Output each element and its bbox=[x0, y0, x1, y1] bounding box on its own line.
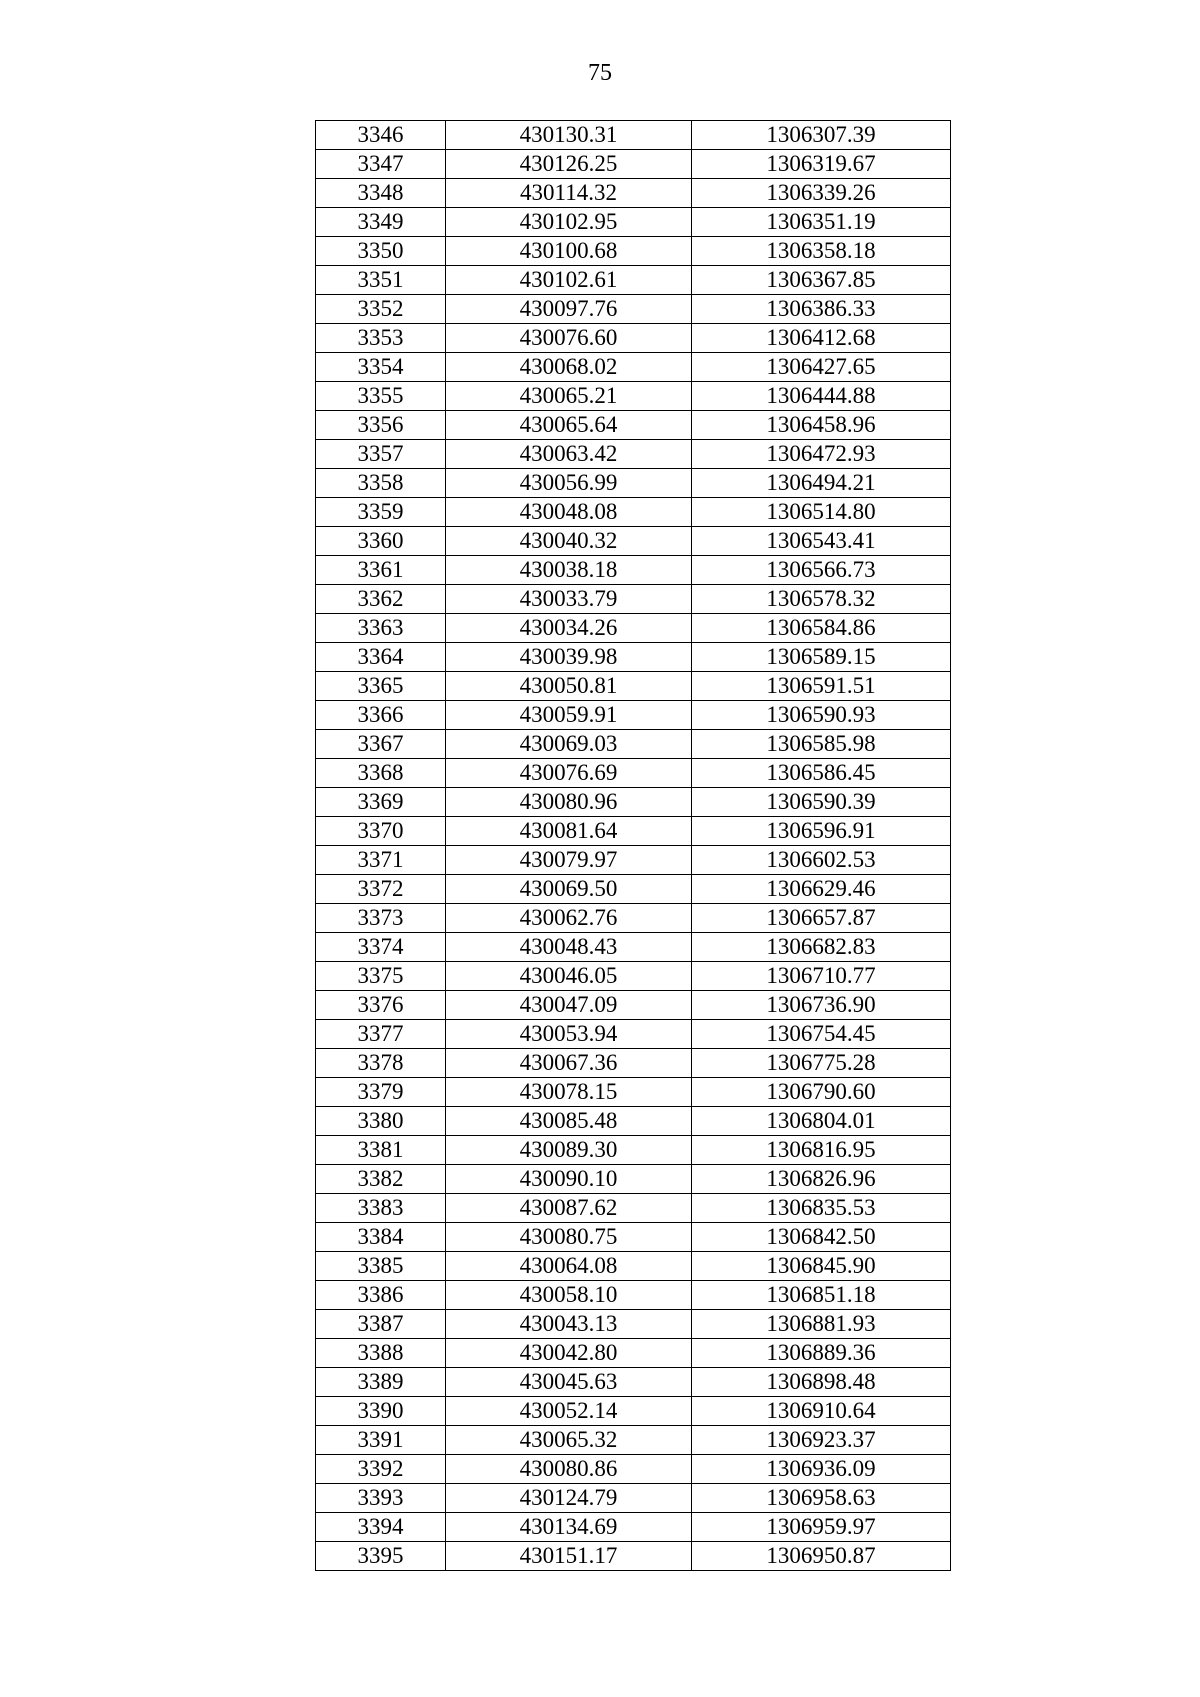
x-coordinate-cell: 430087.62 bbox=[446, 1194, 692, 1223]
y-coordinate-cell: 1306842.50 bbox=[692, 1223, 951, 1252]
point-number-cell: 3377 bbox=[316, 1020, 446, 1049]
y-coordinate-cell: 1306959.97 bbox=[692, 1513, 951, 1542]
table-row bbox=[316, 498, 951, 527]
y-coordinate-cell: 1306682.83 bbox=[692, 933, 951, 962]
point-number-cell: 3355 bbox=[316, 382, 446, 411]
point-number-cell: 3375 bbox=[316, 962, 446, 991]
y-coordinate-cell: 1306845.90 bbox=[692, 1252, 951, 1281]
point-number-cell: 3364 bbox=[316, 643, 446, 672]
point-number-cell: 3376 bbox=[316, 991, 446, 1020]
x-coordinate-cell: 430068.02 bbox=[446, 353, 692, 382]
table-row bbox=[316, 730, 951, 759]
x-coordinate-cell: 430052.14 bbox=[446, 1397, 692, 1426]
x-coordinate-cell: 430043.13 bbox=[446, 1310, 692, 1339]
x-coordinate-cell: 430130.31 bbox=[446, 121, 692, 150]
x-coordinate-cell: 430034.26 bbox=[446, 614, 692, 643]
point-number-cell: 3352 bbox=[316, 295, 446, 324]
point-number-cell: 3383 bbox=[316, 1194, 446, 1223]
table-row bbox=[316, 933, 951, 962]
point-number-cell: 3381 bbox=[316, 1136, 446, 1165]
y-coordinate-cell: 1306596.91 bbox=[692, 817, 951, 846]
table-row bbox=[316, 614, 951, 643]
y-coordinate-cell: 1306589.15 bbox=[692, 643, 951, 672]
table-row bbox=[316, 1310, 951, 1339]
table-row bbox=[316, 1136, 951, 1165]
point-number-cell: 3372 bbox=[316, 875, 446, 904]
x-coordinate-cell: 430058.10 bbox=[446, 1281, 692, 1310]
x-coordinate-cell: 430065.64 bbox=[446, 411, 692, 440]
x-coordinate-cell: 430080.75 bbox=[446, 1223, 692, 1252]
y-coordinate-cell: 1306910.64 bbox=[692, 1397, 951, 1426]
x-coordinate-cell: 430042.80 bbox=[446, 1339, 692, 1368]
table-row bbox=[316, 1397, 951, 1426]
table-row bbox=[316, 1542, 951, 1571]
y-coordinate-cell: 1306936.09 bbox=[692, 1455, 951, 1484]
table-row bbox=[316, 759, 951, 788]
y-coordinate-cell: 1306307.39 bbox=[692, 121, 951, 150]
y-coordinate-cell: 1306835.53 bbox=[692, 1194, 951, 1223]
x-coordinate-cell: 430097.76 bbox=[446, 295, 692, 324]
point-number-cell: 3360 bbox=[316, 527, 446, 556]
y-coordinate-cell: 1306412.68 bbox=[692, 324, 951, 353]
table-row bbox=[316, 1194, 951, 1223]
y-coordinate-cell: 1306826.96 bbox=[692, 1165, 951, 1194]
y-coordinate-cell: 1306602.53 bbox=[692, 846, 951, 875]
x-coordinate-cell: 430067.36 bbox=[446, 1049, 692, 1078]
x-coordinate-cell: 430048.08 bbox=[446, 498, 692, 527]
point-number-cell: 3374 bbox=[316, 933, 446, 962]
x-coordinate-cell: 430151.17 bbox=[446, 1542, 692, 1571]
table-row bbox=[316, 1455, 951, 1484]
point-number-cell: 3354 bbox=[316, 353, 446, 382]
point-number-cell: 3373 bbox=[316, 904, 446, 933]
table-row bbox=[316, 382, 951, 411]
point-number-cell: 3392 bbox=[316, 1455, 446, 1484]
y-coordinate-cell: 1306657.87 bbox=[692, 904, 951, 933]
y-coordinate-cell: 1306543.41 bbox=[692, 527, 951, 556]
table-row bbox=[316, 1513, 951, 1542]
x-coordinate-cell: 430050.81 bbox=[446, 672, 692, 701]
table-row bbox=[316, 324, 951, 353]
y-coordinate-cell: 1306444.88 bbox=[692, 382, 951, 411]
x-coordinate-cell: 430045.63 bbox=[446, 1368, 692, 1397]
x-coordinate-cell: 430059.91 bbox=[446, 701, 692, 730]
point-number-cell: 3362 bbox=[316, 585, 446, 614]
point-number-cell: 3347 bbox=[316, 150, 446, 179]
y-coordinate-cell: 1306586.45 bbox=[692, 759, 951, 788]
point-number-cell: 3363 bbox=[316, 614, 446, 643]
x-coordinate-cell: 430040.32 bbox=[446, 527, 692, 556]
x-coordinate-cell: 430069.03 bbox=[446, 730, 692, 759]
x-coordinate-cell: 430033.79 bbox=[446, 585, 692, 614]
x-coordinate-cell: 430038.18 bbox=[446, 556, 692, 585]
y-coordinate-cell: 1306881.93 bbox=[692, 1310, 951, 1339]
x-coordinate-cell: 430076.60 bbox=[446, 324, 692, 353]
table-row bbox=[316, 411, 951, 440]
table-row bbox=[316, 1339, 951, 1368]
point-number-cell: 3388 bbox=[316, 1339, 446, 1368]
y-coordinate-cell: 1306514.80 bbox=[692, 498, 951, 527]
table-row bbox=[316, 904, 951, 933]
point-number-cell: 3380 bbox=[316, 1107, 446, 1136]
table-row bbox=[316, 179, 951, 208]
y-coordinate-cell: 1306386.33 bbox=[692, 295, 951, 324]
x-coordinate-cell: 430079.97 bbox=[446, 846, 692, 875]
y-coordinate-cell: 1306351.19 bbox=[692, 208, 951, 237]
page-number: 75 bbox=[588, 60, 612, 86]
point-number-cell: 3368 bbox=[316, 759, 446, 788]
y-coordinate-cell: 1306710.77 bbox=[692, 962, 951, 991]
point-number-cell: 3361 bbox=[316, 556, 446, 585]
coordinates-table bbox=[315, 120, 951, 1571]
point-number-cell: 3346 bbox=[316, 121, 446, 150]
table-row bbox=[316, 1281, 951, 1310]
y-coordinate-cell: 1306816.95 bbox=[692, 1136, 951, 1165]
table-row bbox=[316, 208, 951, 237]
point-number-cell: 3394 bbox=[316, 1513, 446, 1542]
y-coordinate-cell: 1306790.60 bbox=[692, 1078, 951, 1107]
point-number-cell: 3357 bbox=[316, 440, 446, 469]
table-row bbox=[316, 1020, 951, 1049]
point-number-cell: 3370 bbox=[316, 817, 446, 846]
x-coordinate-cell: 430102.95 bbox=[446, 208, 692, 237]
x-coordinate-cell: 430063.42 bbox=[446, 440, 692, 469]
x-coordinate-cell: 430081.64 bbox=[446, 817, 692, 846]
y-coordinate-cell: 1306339.26 bbox=[692, 179, 951, 208]
point-number-cell: 3382 bbox=[316, 1165, 446, 1194]
y-coordinate-cell: 1306319.67 bbox=[692, 150, 951, 179]
x-coordinate-cell: 430080.86 bbox=[446, 1455, 692, 1484]
x-coordinate-cell: 430126.25 bbox=[446, 150, 692, 179]
table-row bbox=[316, 1484, 951, 1513]
x-coordinate-cell: 430080.96 bbox=[446, 788, 692, 817]
y-coordinate-cell: 1306358.18 bbox=[692, 237, 951, 266]
point-number-cell: 3385 bbox=[316, 1252, 446, 1281]
y-coordinate-cell: 1306851.18 bbox=[692, 1281, 951, 1310]
table-row bbox=[316, 817, 951, 846]
point-number-cell: 3395 bbox=[316, 1542, 446, 1571]
point-number-cell: 3386 bbox=[316, 1281, 446, 1310]
y-coordinate-cell: 1306591.51 bbox=[692, 672, 951, 701]
point-number-cell: 3390 bbox=[316, 1397, 446, 1426]
table-row bbox=[316, 875, 951, 904]
x-coordinate-cell: 430069.50 bbox=[446, 875, 692, 904]
table-row bbox=[316, 353, 951, 382]
y-coordinate-cell: 1306367.85 bbox=[692, 266, 951, 295]
table-row bbox=[316, 1252, 951, 1281]
x-coordinate-cell: 430085.48 bbox=[446, 1107, 692, 1136]
point-number-cell: 3378 bbox=[316, 1049, 446, 1078]
x-coordinate-cell: 430053.94 bbox=[446, 1020, 692, 1049]
table-row bbox=[316, 788, 951, 817]
table-row bbox=[316, 846, 951, 875]
table-row bbox=[316, 527, 951, 556]
point-number-cell: 3367 bbox=[316, 730, 446, 759]
x-coordinate-cell: 430089.30 bbox=[446, 1136, 692, 1165]
y-coordinate-cell: 1306804.01 bbox=[692, 1107, 951, 1136]
x-coordinate-cell: 430056.99 bbox=[446, 469, 692, 498]
table-row bbox=[316, 1368, 951, 1397]
y-coordinate-cell: 1306629.46 bbox=[692, 875, 951, 904]
x-coordinate-cell: 430062.76 bbox=[446, 904, 692, 933]
table-row bbox=[316, 701, 951, 730]
y-coordinate-cell: 1306584.86 bbox=[692, 614, 951, 643]
x-coordinate-cell: 430065.21 bbox=[446, 382, 692, 411]
table-row bbox=[316, 556, 951, 585]
point-number-cell: 3393 bbox=[316, 1484, 446, 1513]
x-coordinate-cell: 430039.98 bbox=[446, 643, 692, 672]
x-coordinate-cell: 430076.69 bbox=[446, 759, 692, 788]
table-row bbox=[316, 440, 951, 469]
table-row bbox=[316, 585, 951, 614]
y-coordinate-cell: 1306578.32 bbox=[692, 585, 951, 614]
point-number-cell: 3353 bbox=[316, 324, 446, 353]
x-coordinate-cell: 430134.69 bbox=[446, 1513, 692, 1542]
x-coordinate-cell: 430124.79 bbox=[446, 1484, 692, 1513]
point-number-cell: 3350 bbox=[316, 237, 446, 266]
y-coordinate-cell: 1306736.90 bbox=[692, 991, 951, 1020]
table-row bbox=[316, 1426, 951, 1455]
y-coordinate-cell: 1306472.93 bbox=[692, 440, 951, 469]
table-row bbox=[316, 469, 951, 498]
point-number-cell: 3391 bbox=[316, 1426, 446, 1455]
y-coordinate-cell: 1306590.93 bbox=[692, 701, 951, 730]
y-coordinate-cell: 1306585.98 bbox=[692, 730, 951, 759]
table-row bbox=[316, 1078, 951, 1107]
table-row bbox=[316, 962, 951, 991]
x-coordinate-cell: 430090.10 bbox=[446, 1165, 692, 1194]
x-coordinate-cell: 430048.43 bbox=[446, 933, 692, 962]
x-coordinate-cell: 430046.05 bbox=[446, 962, 692, 991]
table-row bbox=[316, 237, 951, 266]
table-row bbox=[316, 121, 951, 150]
y-coordinate-cell: 1306754.45 bbox=[692, 1020, 951, 1049]
x-coordinate-cell: 430047.09 bbox=[446, 991, 692, 1020]
table-row bbox=[316, 1165, 951, 1194]
point-number-cell: 3387 bbox=[316, 1310, 446, 1339]
x-coordinate-cell: 430102.61 bbox=[446, 266, 692, 295]
point-number-cell: 3358 bbox=[316, 469, 446, 498]
y-coordinate-cell: 1306427.65 bbox=[692, 353, 951, 382]
point-number-cell: 3389 bbox=[316, 1368, 446, 1397]
y-coordinate-cell: 1306958.63 bbox=[692, 1484, 951, 1513]
table-body bbox=[316, 121, 951, 1571]
x-coordinate-cell: 430078.15 bbox=[446, 1078, 692, 1107]
x-coordinate-cell: 430065.32 bbox=[446, 1426, 692, 1455]
point-number-cell: 3371 bbox=[316, 846, 446, 875]
point-number-cell: 3356 bbox=[316, 411, 446, 440]
y-coordinate-cell: 1306923.37 bbox=[692, 1426, 951, 1455]
point-number-cell: 3351 bbox=[316, 266, 446, 295]
y-coordinate-cell: 1306889.36 bbox=[692, 1339, 951, 1368]
y-coordinate-cell: 1306566.73 bbox=[692, 556, 951, 585]
y-coordinate-cell: 1306458.96 bbox=[692, 411, 951, 440]
table-row bbox=[316, 1049, 951, 1078]
point-number-cell: 3384 bbox=[316, 1223, 446, 1252]
point-number-cell: 3348 bbox=[316, 179, 446, 208]
y-coordinate-cell: 1306494.21 bbox=[692, 469, 951, 498]
x-coordinate-cell: 430064.08 bbox=[446, 1252, 692, 1281]
point-number-cell: 3365 bbox=[316, 672, 446, 701]
table-row bbox=[316, 991, 951, 1020]
table-row bbox=[316, 150, 951, 179]
x-coordinate-cell: 430114.32 bbox=[446, 179, 692, 208]
table-row bbox=[316, 1107, 951, 1136]
point-number-cell: 3366 bbox=[316, 701, 446, 730]
point-number-cell: 3379 bbox=[316, 1078, 446, 1107]
point-number-cell: 3349 bbox=[316, 208, 446, 237]
point-number-cell: 3369 bbox=[316, 788, 446, 817]
table-row bbox=[316, 266, 951, 295]
table-row bbox=[316, 672, 951, 701]
table-row bbox=[316, 1223, 951, 1252]
y-coordinate-cell: 1306898.48 bbox=[692, 1368, 951, 1397]
table-row bbox=[316, 643, 951, 672]
table-row bbox=[316, 295, 951, 324]
y-coordinate-cell: 1306590.39 bbox=[692, 788, 951, 817]
x-coordinate-cell: 430100.68 bbox=[446, 237, 692, 266]
point-number-cell: 3359 bbox=[316, 498, 446, 527]
y-coordinate-cell: 1306950.87 bbox=[692, 1542, 951, 1571]
y-coordinate-cell: 1306775.28 bbox=[692, 1049, 951, 1078]
